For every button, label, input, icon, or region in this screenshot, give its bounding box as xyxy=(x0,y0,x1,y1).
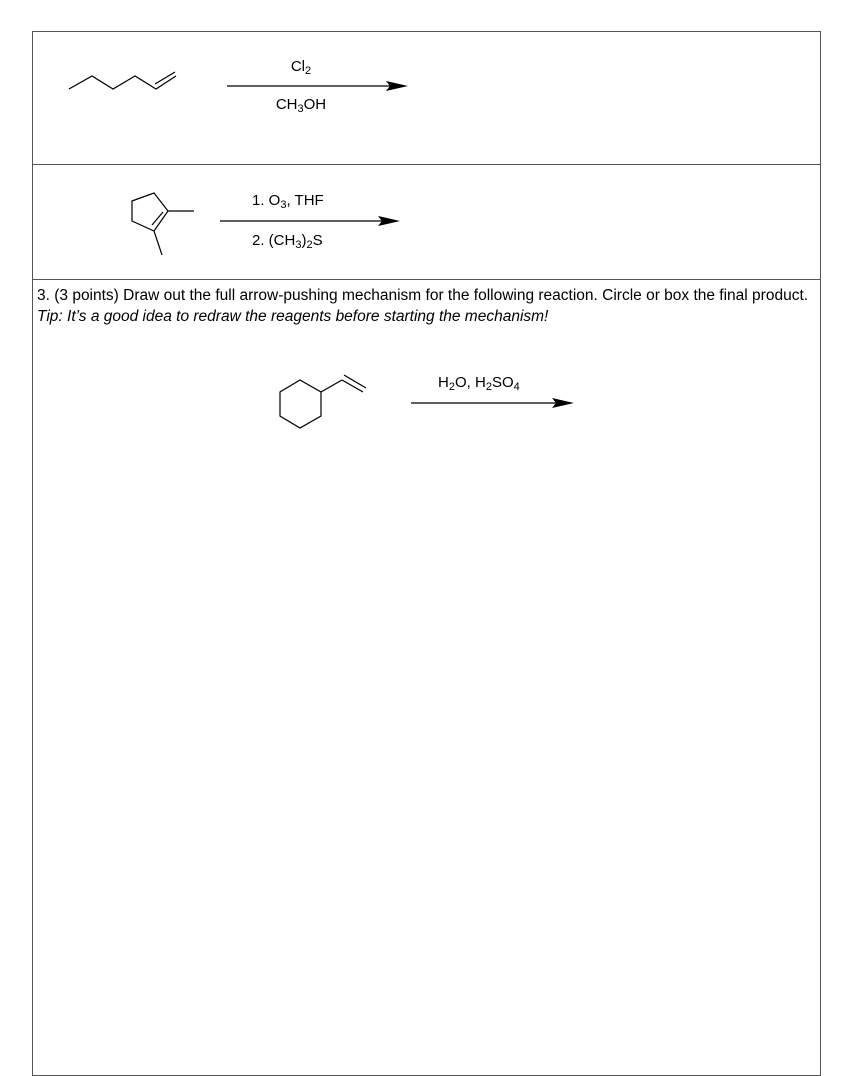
reaction1-reagent-bottom: $CH_3OH$ xyxy=(275,96,327,115)
reaction1-arrow xyxy=(227,81,408,91)
question-3-tip: Tip: It’s a good idea to redraw the reagents before starting the mechanism! xyxy=(37,308,549,325)
reaction2-step1: 1. $O_3$, THF xyxy=(252,192,324,211)
reaction2-step2: 2. $(CH_3)_2S$ xyxy=(252,232,323,251)
reaction2-arrow xyxy=(220,216,400,226)
reaction3-reagent: $H_2O$, $H_2SO_4$ xyxy=(438,374,520,393)
question-3-text: 3. (3 points) Draw out the full arrow-pushing mechanism for the following reaction. Circle or box the final product. xyxy=(37,287,809,304)
dimethylcyclopentene-structure xyxy=(132,193,194,255)
question-3-prompt xyxy=(37,285,817,327)
vinylcyclohexane-structure xyxy=(280,375,366,428)
hexene-structure xyxy=(69,72,176,89)
reaction1-reagent-top: $Cl_2$ xyxy=(290,58,312,77)
reaction3-arrow xyxy=(411,398,574,408)
